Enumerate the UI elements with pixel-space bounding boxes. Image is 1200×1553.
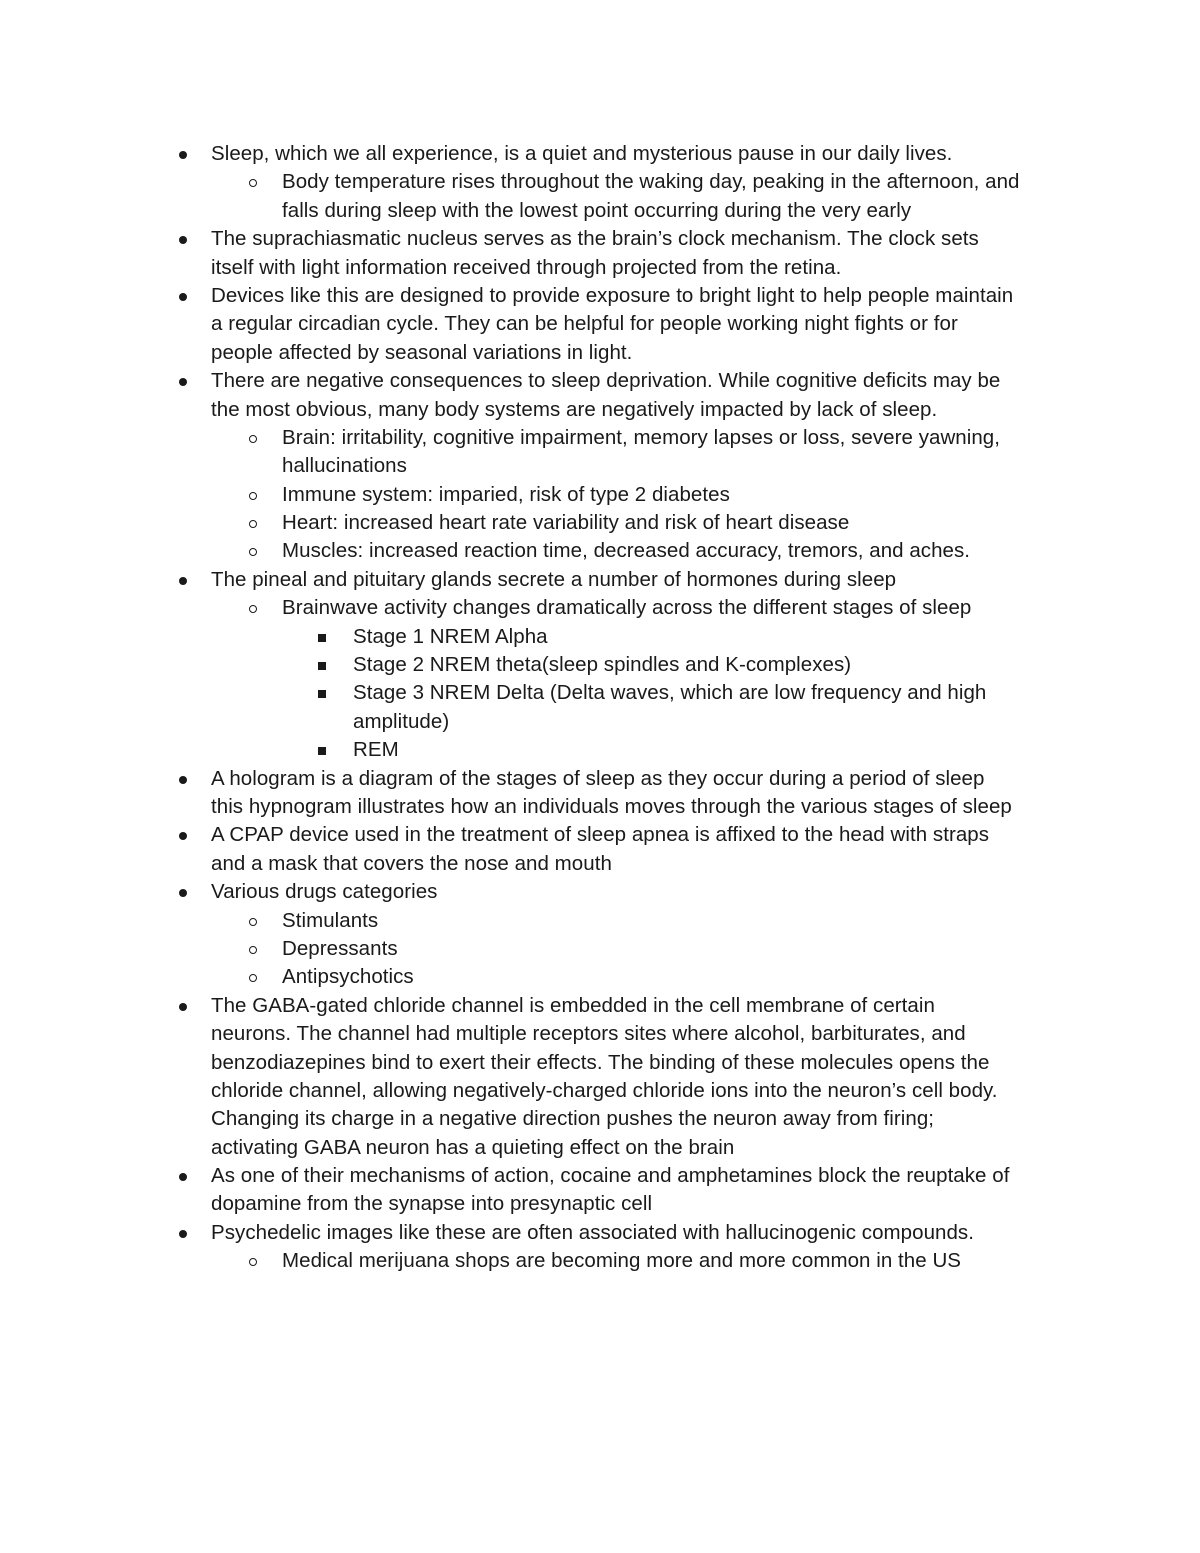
bullet-disc-icon bbox=[179, 832, 187, 840]
list-item bbox=[0, 992, 1200, 1020]
list-item bbox=[0, 623, 1200, 651]
list-item-continuation bbox=[0, 1134, 1200, 1162]
list-item-text: dopamine from the synapse into presynaptic cell bbox=[211, 1192, 653, 1216]
bullet-circle-icon bbox=[249, 918, 257, 926]
list-item-continuation bbox=[0, 1105, 1200, 1133]
bullet-circle-icon bbox=[249, 974, 257, 982]
list-item-text: neurons. The channel had multiple receptors sites where alcohol, barbiturates, and bbox=[211, 1022, 966, 1046]
list-item bbox=[0, 963, 1200, 991]
list-item-text: Brain: irritability, cognitive impairment, memory lapses or loss, severe yawning, bbox=[282, 425, 1001, 449]
list-item bbox=[0, 424, 1200, 452]
list-item-text: A hologram is a diagram of the stages of sleep as they occur during a period of sleep bbox=[211, 766, 985, 790]
list-item-text: Stage 1 NREM Alpha bbox=[353, 624, 548, 648]
list-item bbox=[0, 651, 1200, 679]
list-item-text: Antipsychotics bbox=[282, 965, 414, 989]
bullet-disc-icon bbox=[179, 1003, 187, 1011]
list-item-continuation bbox=[0, 197, 1200, 225]
list-item bbox=[0, 509, 1200, 537]
list-item-continuation bbox=[0, 339, 1200, 367]
bullet-square-icon bbox=[318, 634, 326, 642]
list-item-text: hallucinations bbox=[282, 454, 407, 478]
list-item-text: activating GABA neuron has a quieting effect on the brain bbox=[211, 1135, 735, 1159]
list-item-text: Brainwave activity changes dramatically across the different stages of sleep bbox=[282, 596, 972, 620]
list-item-text: amplitude) bbox=[353, 709, 450, 733]
list-item bbox=[0, 282, 1200, 310]
list-item-text: Various drugs categories bbox=[211, 880, 438, 904]
list-item-text: people affected by seasonal variations in light. bbox=[211, 340, 633, 364]
bullet-disc-icon bbox=[179, 776, 187, 784]
bullet-square-icon bbox=[318, 690, 326, 698]
list-item-text: a regular circadian cycle. They can be helpful for people working night fights or for bbox=[211, 312, 958, 336]
bullet-circle-icon bbox=[249, 520, 257, 528]
list-item-continuation bbox=[0, 1190, 1200, 1218]
list-item bbox=[0, 935, 1200, 963]
list-item-continuation bbox=[0, 396, 1200, 424]
list-item bbox=[0, 907, 1200, 935]
bullet-disc-icon bbox=[179, 378, 187, 386]
list-item bbox=[0, 1219, 1200, 1247]
list-item-text: There are negative consequences to sleep deprivation. While cognitive deficits may be bbox=[211, 369, 1001, 393]
list-item-text: Changing its charge in a negative direction pushes the neuron away from firing; bbox=[211, 1107, 935, 1131]
list-item-text: Medical merijuana shops are becoming more and more common in the US bbox=[282, 1249, 962, 1273]
list-item-continuation bbox=[0, 1077, 1200, 1105]
list-item-text: Stage 2 NREM theta(sleep spindles and K-complexes) bbox=[353, 653, 852, 677]
list-item-text: Immune system: imparied, risk of type 2 diabetes bbox=[282, 482, 730, 506]
bullet-disc-icon bbox=[179, 1230, 187, 1238]
list-item-continuation bbox=[0, 708, 1200, 736]
list-item-continuation bbox=[0, 793, 1200, 821]
list-item bbox=[0, 679, 1200, 707]
list-item bbox=[0, 140, 1200, 168]
bullet-disc-icon bbox=[179, 236, 187, 244]
list-item-text: benzodiazepines bind to exert their effects. The binding of these molecules opens the bbox=[211, 1050, 990, 1074]
bullet-square-icon bbox=[318, 662, 326, 670]
list-item-continuation bbox=[0, 1020, 1200, 1048]
list-item-text: Sleep, which we all experience, is a quiet and mysterious pause in our daily lives. bbox=[211, 142, 953, 165]
list-item bbox=[0, 481, 1200, 509]
list-item-text: As one of their mechanisms of action, cocaine and amphetamines block the reuptake of bbox=[211, 1164, 1010, 1188]
bullet-disc-icon bbox=[179, 293, 187, 301]
list-item-text: Psychedelic images like these are often associated with hallucinogenic compounds. bbox=[211, 1220, 974, 1244]
list-item bbox=[0, 566, 1200, 594]
list-item-text: The pineal and pituitary glands secrete a number of hormones during sleep bbox=[211, 567, 897, 591]
list-item-text: The suprachiasmatic nucleus serves as the brain’s clock mechanism. The clock sets bbox=[211, 227, 979, 251]
bullet-list bbox=[0, 140, 1200, 1276]
list-item bbox=[0, 537, 1200, 565]
list-item-text: the most obvious, many body systems are negatively impacted by lack of sleep. bbox=[211, 397, 938, 421]
list-item-continuation bbox=[0, 1049, 1200, 1077]
bullet-disc-icon bbox=[179, 151, 187, 159]
list-item bbox=[0, 878, 1200, 906]
list-item bbox=[0, 765, 1200, 793]
list-item-text: itself with light information received through projected from the retina. bbox=[211, 255, 842, 279]
list-item bbox=[0, 225, 1200, 253]
list-item bbox=[0, 168, 1200, 196]
bullet-circle-icon bbox=[249, 946, 257, 954]
list-item bbox=[0, 1247, 1200, 1275]
bullet-circle-icon bbox=[249, 548, 257, 556]
list-item-continuation bbox=[0, 850, 1200, 878]
list-item-text: and a mask that covers the nose and mouth bbox=[211, 851, 612, 875]
list-item-text: Heart: increased heart rate variability and risk of heart disease bbox=[282, 511, 850, 535]
list-item bbox=[0, 736, 1200, 764]
list-item-text: Stage 3 NREM Delta (Delta waves, which are low frequency and high bbox=[353, 681, 987, 705]
bullet-circle-icon bbox=[249, 1258, 257, 1266]
bullet-square-icon bbox=[318, 747, 326, 755]
bullet-disc-icon bbox=[179, 1173, 187, 1181]
list-item-continuation bbox=[0, 452, 1200, 480]
list-item-text: A CPAP device used in the treatment of sleep apnea is affixed to the head with straps bbox=[211, 823, 990, 847]
list-item-text: chloride channel, allowing negatively-charged chloride ions into the neuron’s cell body. bbox=[211, 1078, 998, 1102]
list-item bbox=[0, 1162, 1200, 1190]
list-item bbox=[0, 821, 1200, 849]
list-item bbox=[0, 594, 1200, 622]
list-item-continuation bbox=[0, 310, 1200, 338]
list-item-text: Muscles: increased reaction time, decreased accuracy, tremors, and aches. bbox=[282, 539, 971, 563]
list-item-text: REM bbox=[353, 738, 399, 762]
bullet-disc-icon bbox=[179, 889, 187, 897]
bullet-circle-icon bbox=[249, 605, 257, 613]
list-item-text: falls during sleep with the lowest point occurring during the very early bbox=[282, 198, 912, 222]
list-item-text: Depressants bbox=[282, 936, 398, 960]
list-item-text: The GABA-gated chloride channel is embedded in the cell membrane of certain bbox=[211, 993, 935, 1017]
list-item bbox=[0, 367, 1200, 395]
list-item-text: Body temperature rises throughout the waking day, peaking in the afternoon, and bbox=[282, 170, 1020, 194]
bullet-circle-icon bbox=[249, 179, 257, 187]
list-item-text: this hypnogram illustrates how an individuals moves through the various stages of sleep bbox=[211, 794, 1012, 818]
list-item-text: Stimulants bbox=[282, 908, 379, 932]
bullet-disc-icon bbox=[179, 577, 187, 585]
list-item-continuation bbox=[0, 254, 1200, 282]
bullet-circle-icon bbox=[249, 435, 257, 443]
list-item-text: Devices like this are designed to provide exposure to bright light to help people maintain bbox=[211, 283, 1014, 307]
bullet-circle-icon bbox=[249, 492, 257, 500]
